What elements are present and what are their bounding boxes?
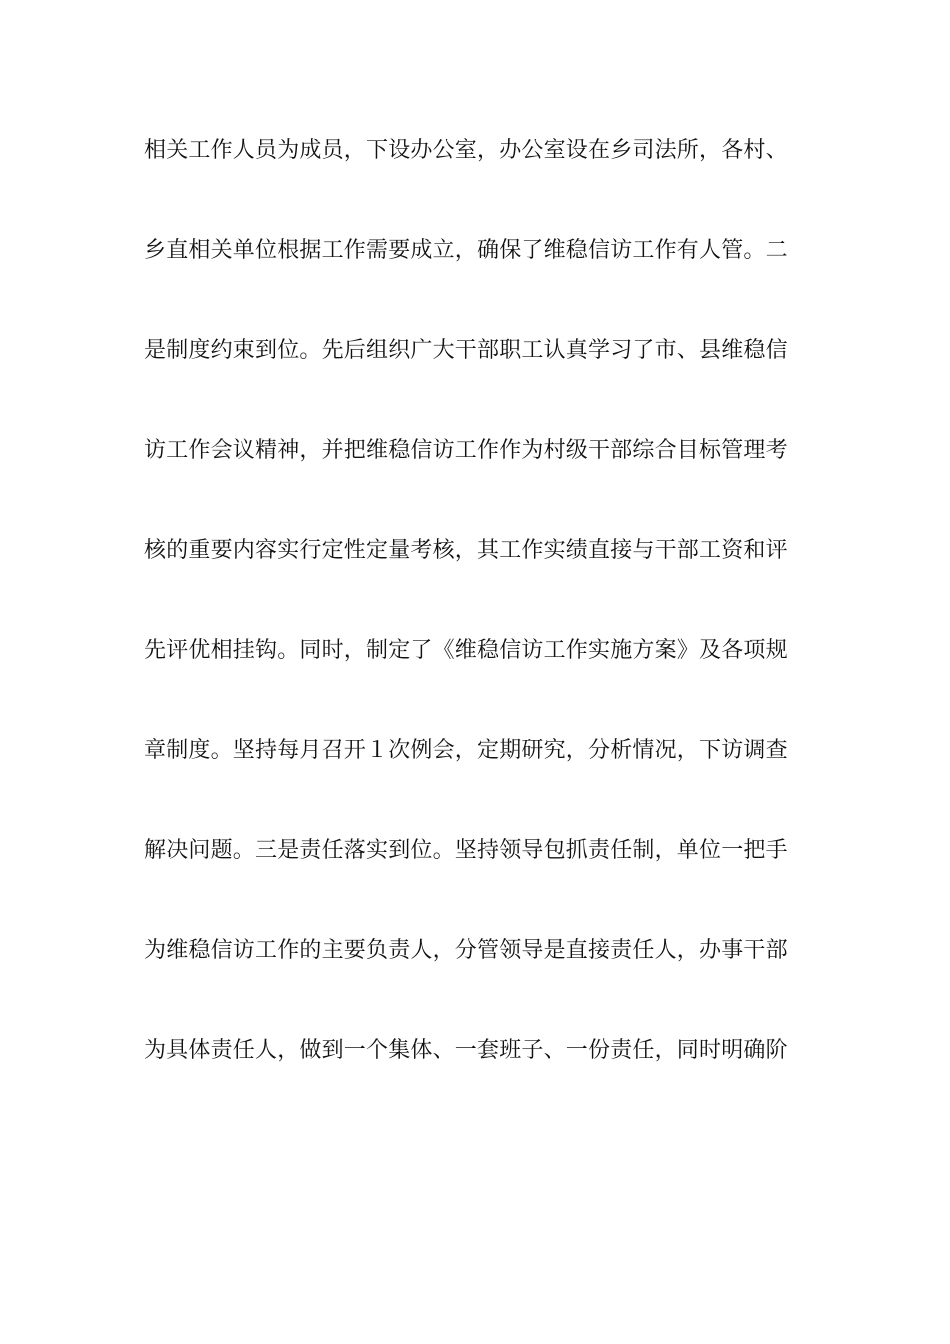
- text-line: 章制度。坚持每月召开１次例会，定期研究，分析情况，下访调查: [144, 738, 788, 763]
- text-line: 是制度约束到位。先后组织广大干部职工认真学习了市、县维稳信: [144, 338, 788, 363]
- body-text: [144, 126, 804, 1126]
- text-line: 核的重要内容实行定性定量考核，其工作实绩直接与干部工资和评: [144, 538, 788, 563]
- text-line: 先评优相挂钩。同时，制定了《维稳信访工作实施方案》及各项规: [144, 638, 788, 663]
- text-line: 访工作会议精神，并把维稳信访工作作为村级干部综合目标管理考: [144, 438, 788, 463]
- text-line: 相关工作人员为成员，下设办公室，办公室设在乡司法所，各村、: [144, 138, 788, 163]
- text-line: 为具体责任人，做到一个集体、一套班子、一份责任，同时明确阶: [144, 1038, 788, 1063]
- text-line: 解决问题。三是责任落实到位。坚持领导包抓责任制，单位一把手: [144, 838, 788, 863]
- text-line: 为维稳信访工作的主要负责人，分管领导是直接责任人，办事干部: [144, 938, 788, 963]
- text-line: 乡直相关单位根据工作需要成立，确保了维稳信访工作有人管。二: [144, 238, 788, 263]
